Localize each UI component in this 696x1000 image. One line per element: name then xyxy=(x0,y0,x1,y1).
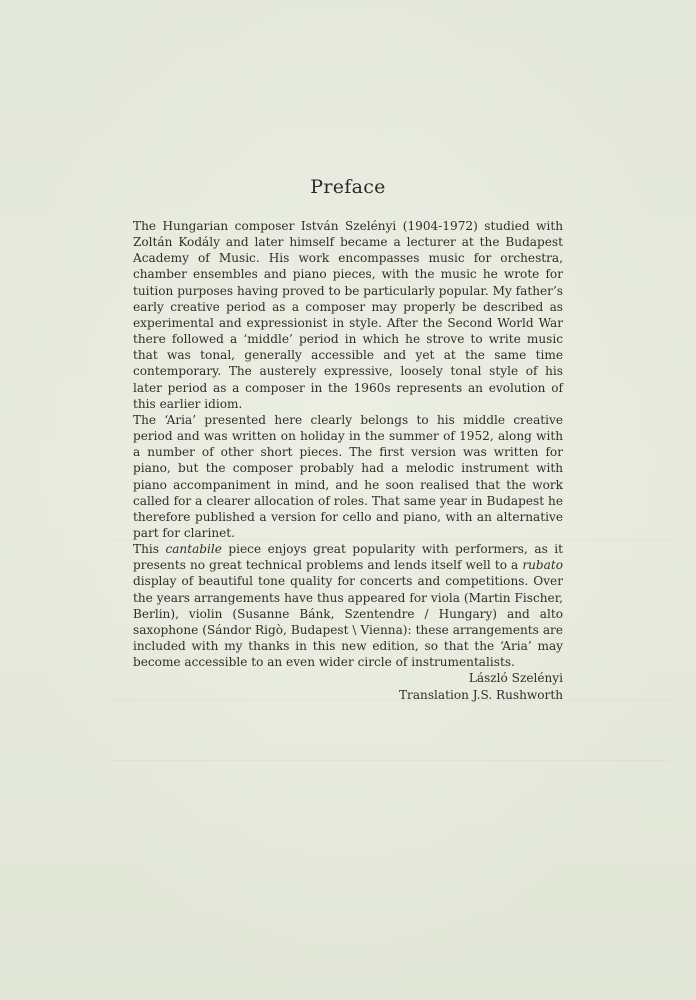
paragraph-text: The Hungarian composer István Szelényi (1904-1972) studied with Zoltán Kodály and later himself became a lecturer at the Budapest Academy of Music. His work encompasses music for orchestra, chamber ensembles and piano pieces, with the music he wrote for tuition purposes having proved to be particularly popular. My father’s early creative period as a composer may properly be described as experimental and expressionist in style. After the Second World War there followed a ‘middle’ period in which he strove to write music that was tonal, generally accessible and yet at the same time contemporary. The austerely expressive, loosely tonal style of his later period as a composer in the 1960s represents an evolution of this earlier idiom. xyxy=(133,219,563,411)
page-title: Preface xyxy=(310,176,386,198)
bleed-through-line xyxy=(110,760,670,761)
paragraph-2 xyxy=(133,412,563,541)
italic-term-rubato: rubato xyxy=(522,558,563,573)
italic-term-cantabile: cantabile xyxy=(165,542,222,557)
paragraph-text: piece enjoys great popularity with performers, as it presents no great technical problems and lends itself well to a xyxy=(133,542,563,573)
signature-translation: Translation J.S. Rushworth xyxy=(398,687,563,702)
paragraph-text: The ‘Aria’ presented here clearly belongs to his middle creative period and was written on holiday in the summer of 1952, along with a number of other short pieces. The first version was written for piano, but the composer probably had a melodic instrument with piano accompaniment in mind, and he soon realised that the work called for a clearer allocation of roles. That same year in Budapest he therefore published a version for cello and piano, with an alternative part for clarinet. xyxy=(133,412,563,540)
preface-body xyxy=(133,218,563,703)
paragraph-3 xyxy=(133,541,563,670)
paragraph-text: This xyxy=(133,542,166,557)
signature-author: László Szelényi xyxy=(468,671,563,686)
paragraph-1 xyxy=(133,218,563,412)
paragraph-text: display of beautiful tone quality for concerts and competitions. Over the years arrangements have thus appeared for viola (Martin Fischer, Berlin), violin (Susanne Bánk, Szentendre / Hungary) and alto saxophone (Sándor Rigò, Budapest \ Vienna): these arrangements are included with my thanks in this new edition, so that the ‘Aria’ may become accessible to an even wider circle of instrumentalists. xyxy=(133,574,563,670)
